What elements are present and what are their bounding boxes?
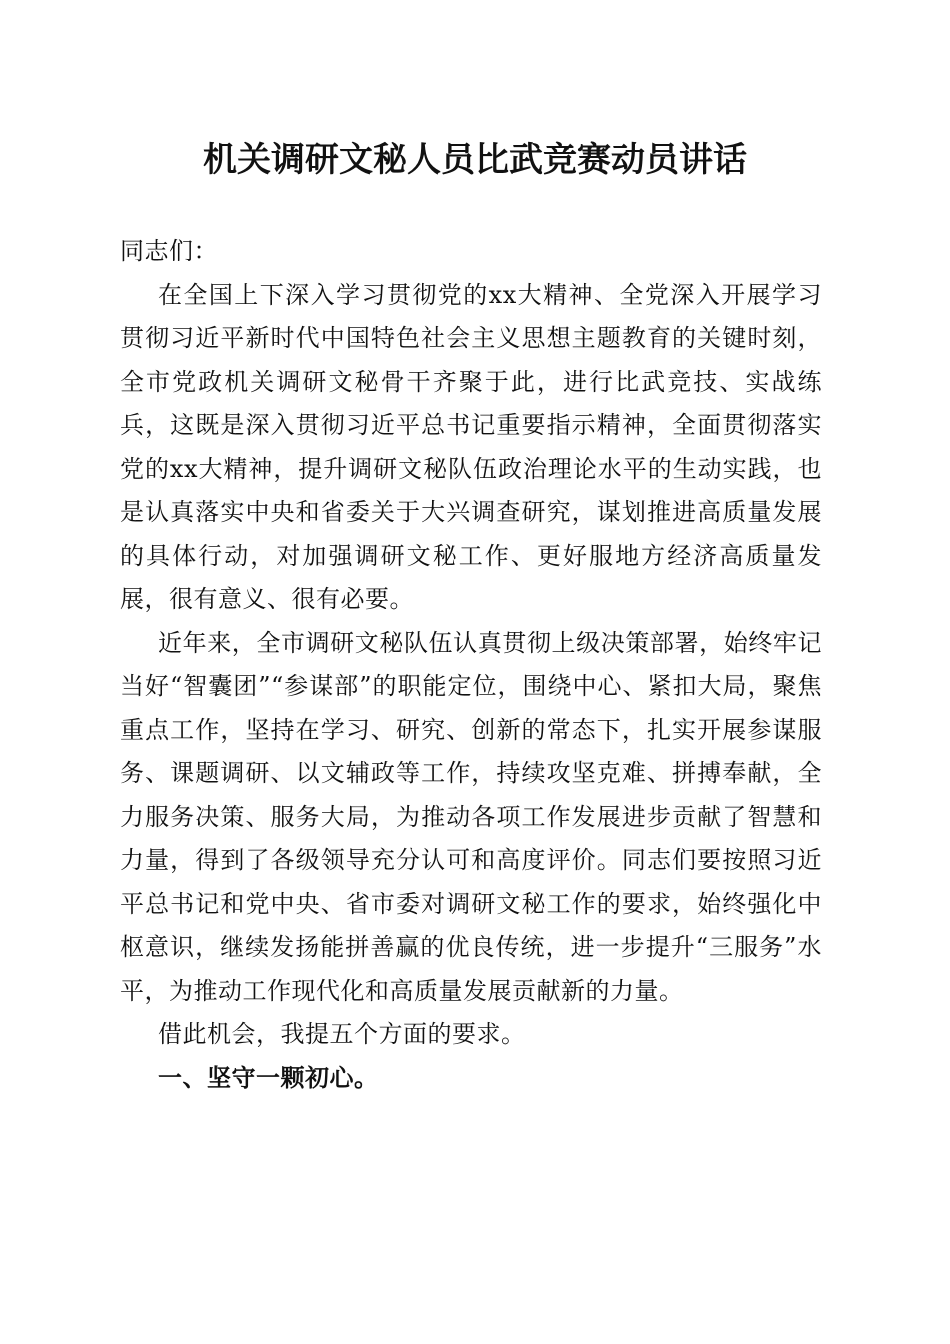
paragraph-3: 借此机会，我提五个方面的要求。: [158, 1020, 526, 1048]
paragraph-1: 在全国上下深入学习贯彻党的xx大精神、全党深入开展学习贯彻习近平新时代中国特色社会主义思想主题教育的关键时刻，全市党政机关调研文秘骨干齐聚于此，进行比武竞技、实战练兵，这既是深入贯彻习近平总书记重要指示精神，全面贯彻落实党的xx大精神，提升调研文秘队伍政治理论水平的生动实践，也是认真落实中央和省委关于大兴调查研究，谋划推进高质量发展的具体行动，对加强调研文秘工作、更好服地方经济高质量发展，很有意义、很有必要。: [120, 280, 822, 613]
paragraph-2: 近年来，全市调研文秘队伍认真贯彻上级决策部署，始终牢记当好“智囊团”“参谋部”的职能定位，围绕中心、紧扣大局，聚焦重点工作，坚持在学习、研究、创新的常态下，扎实开展参谋服务、课题调研、以文辅政等工作，持续攻坚克难、拼搏奉献，全力服务决策、服务大局，为推动各项工作发展进步贡献了智慧和力量，得到了各级领导充分认可和高度评价。同志们要按照习近平总书记和党中央、省市委对调研文秘工作的要求，始终强化中枢意识，继续发扬能拼善赢的优良传统，进一步提升“三服务”水平，为推动工作现代化和高质量发展贡献新的力量。: [120, 628, 822, 1005]
salutation: 同志们：: [120, 237, 218, 265]
document-body: [120, 230, 822, 1100]
section-heading: 一、坚守一颗初心。: [158, 1063, 379, 1092]
document-title: 机关调研文秘人员比武竞赛动员讲话: [203, 140, 747, 180]
